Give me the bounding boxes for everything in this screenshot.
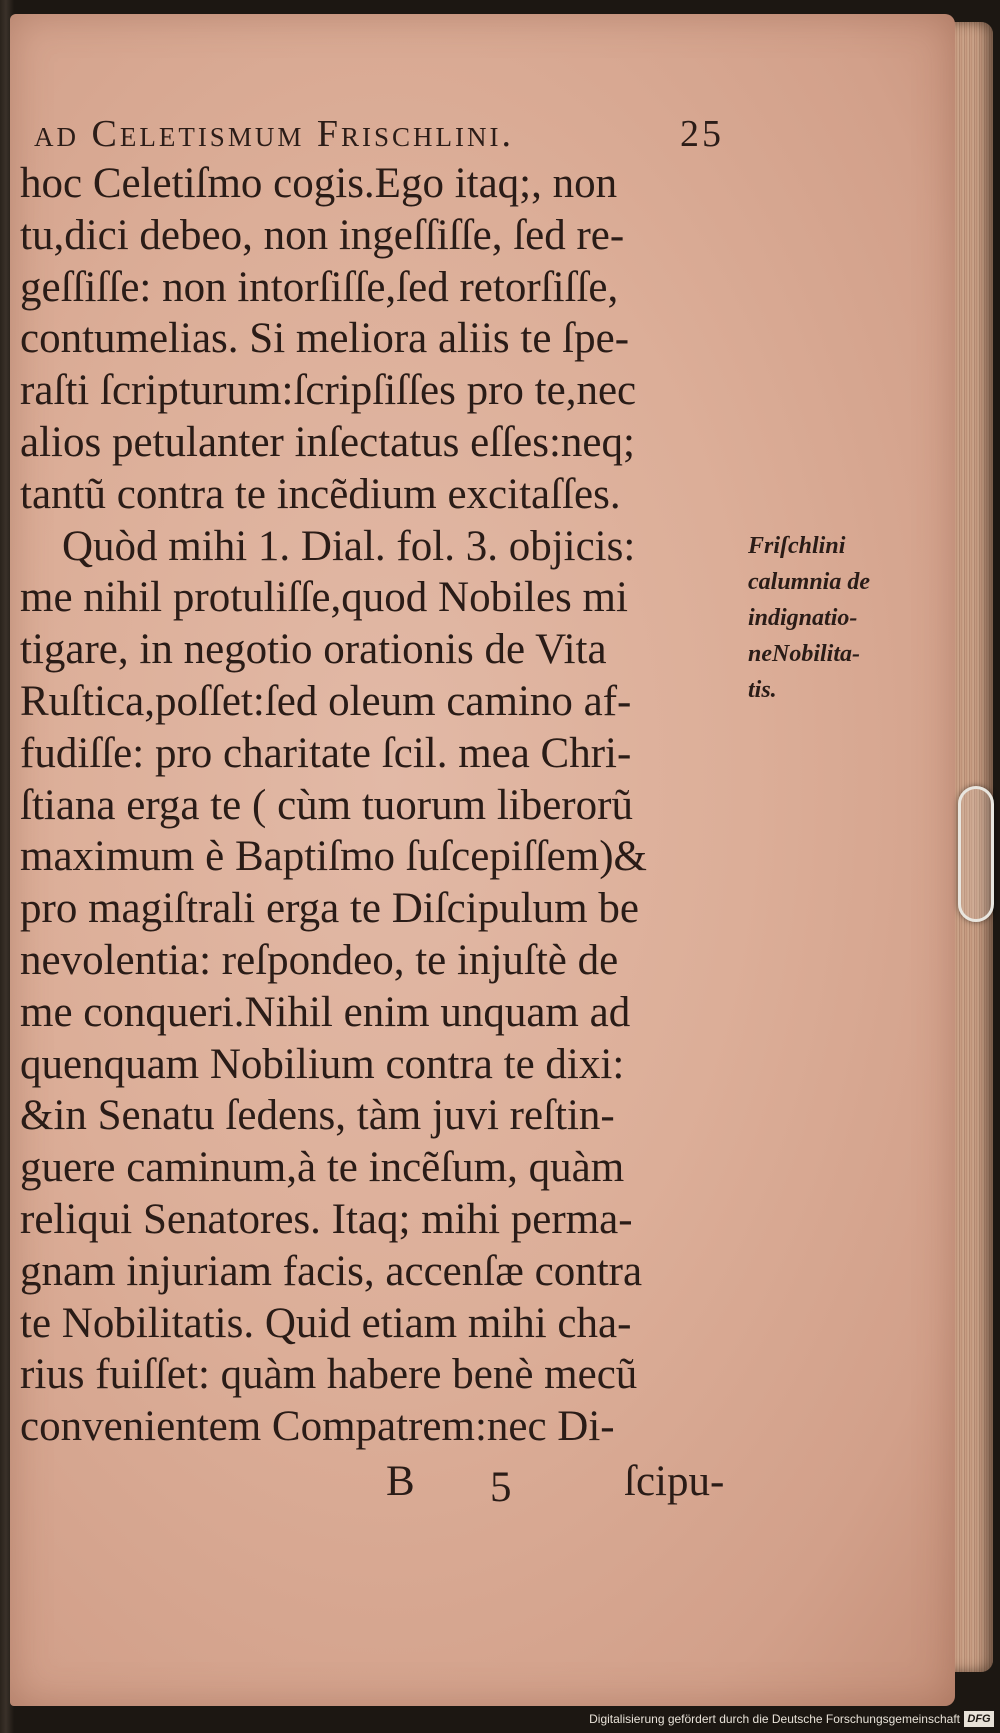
text-line: &in Senatu ſedens, tàm juvi reſtin- xyxy=(20,1092,615,1140)
text-line: te Nobilitatis. Quid etiam mihi cha- xyxy=(20,1299,632,1347)
text-line: hoc Celetiſmo cogis.Ego itaq;, non xyxy=(20,160,618,207)
text-line: rius fuiſſet: quàm habere benè mecũ xyxy=(20,1351,638,1399)
text-line: nevolentia: reſpondeo, te injuſtè de xyxy=(20,936,619,984)
marginal-note-line: Friſchlini xyxy=(748,533,846,559)
text-line: gnam injuriam facis, accenſæ contra xyxy=(20,1247,643,1295)
text-line: maximum è Baptiſmo ſuſcepiſſem)& xyxy=(20,833,647,881)
text-line: Quòd mihi 1. Dial. fol. 3. objicis: xyxy=(62,522,636,570)
text-line: pro magiſtrali erga te Diſcipulum be xyxy=(20,885,639,933)
catchword: ſcipu- xyxy=(624,1458,725,1505)
signature-number: 5 xyxy=(490,1464,512,1511)
text-line: guere caminum,à te incẽſum, quàm xyxy=(20,1144,625,1192)
marginal-note-line: calumnia de xyxy=(748,569,871,595)
digitization-credit: Digitalisierung gefördert durch die Deutsche Forschungsgemeinschaft xyxy=(589,1712,960,1726)
text-line: me nihil protuliſſe,quod Nobiles mi xyxy=(20,574,628,622)
text-line: geſſiſſe: non intorſiſſe,ſed retorſiſſe, xyxy=(20,263,619,311)
text-line: alios petulanter inſectatus eſſes:neq; xyxy=(20,418,635,466)
text-line: tigare, in negotio orationis de Vita xyxy=(20,626,607,674)
text-line: convenientem Compatrem:nec Di- xyxy=(20,1403,615,1451)
signature-mark: B xyxy=(386,1458,415,1505)
marginal-note-line: indignatio- xyxy=(748,605,858,631)
book-clasp xyxy=(958,786,994,922)
text-line: ſtiana erga te ( cùm tuorum liberorũ xyxy=(20,781,633,829)
text-line: Ruſtica,poſſet:ſed oleum camino af- xyxy=(20,677,632,725)
running-head-title: ad Celetismum Frischlini. xyxy=(34,113,514,155)
text-line: me conqueri.Nihil enim unquam ad xyxy=(20,988,631,1036)
text-line: reliqui Senatores. Itaq; mihi perma- xyxy=(20,1195,633,1243)
text-line: contumelias. Si meliora aliis te ſpe- xyxy=(20,315,630,363)
text-line: tu,dici debeo, non ingeſſiſſe, ſed re- xyxy=(20,211,625,259)
text-line: fudiſſe: pro charitate ſcil. mea Chri- xyxy=(20,729,632,777)
text-line: quenquam Nobilium contra te dixi: xyxy=(20,1040,625,1088)
text-line: tantũ contra te incẽdium excitaſſes. xyxy=(20,470,621,518)
dfg-logo: DFG xyxy=(964,1711,994,1727)
marginal-note-line: neNobilita- xyxy=(748,641,860,667)
page-number: 25 xyxy=(680,113,724,155)
signature-line xyxy=(386,1457,756,1511)
marginal-note-line: tis. xyxy=(748,677,777,703)
body-text xyxy=(20,158,760,1453)
marginal-note xyxy=(748,528,948,708)
text-line: raſti ſcripturum:ſcripſiſſes pro te,nec xyxy=(20,367,637,415)
running-head xyxy=(34,112,724,162)
